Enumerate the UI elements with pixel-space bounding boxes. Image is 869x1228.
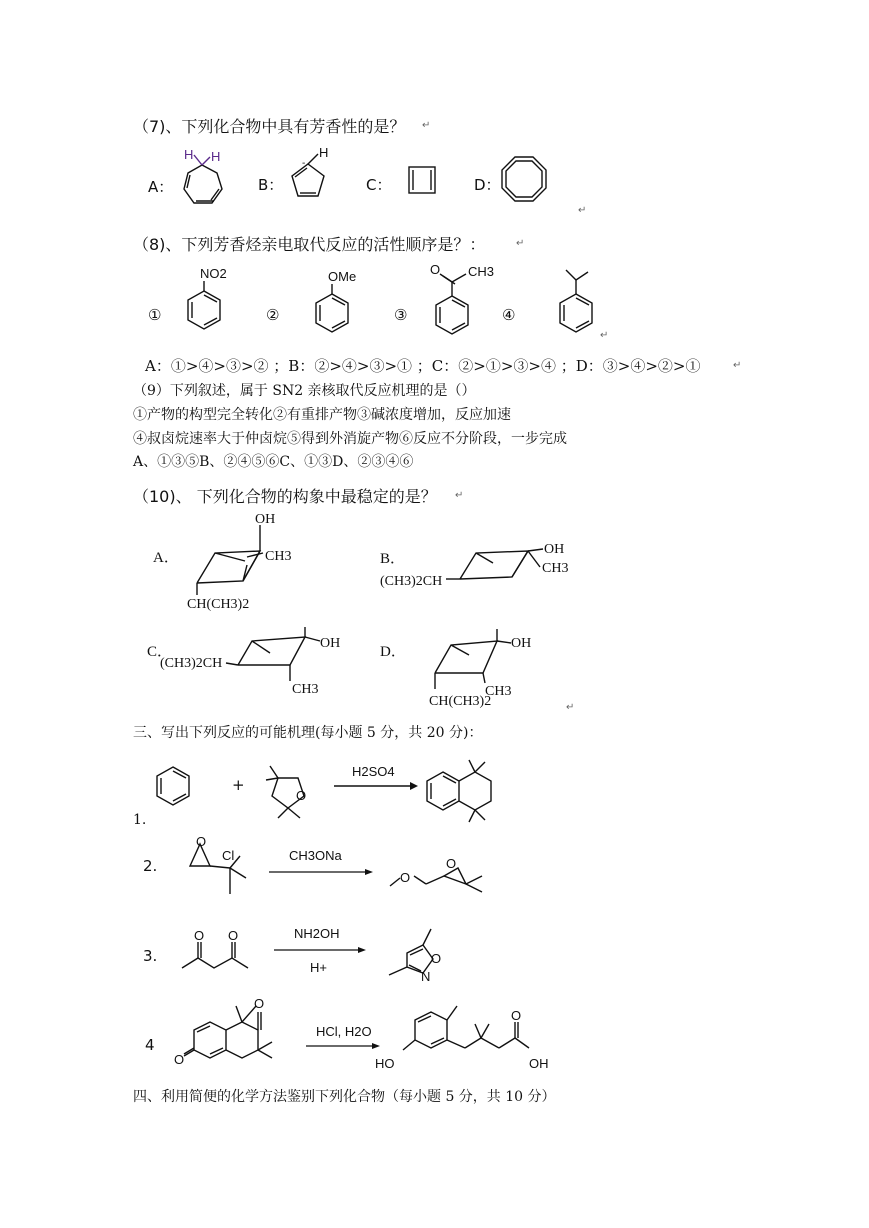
q10-option-c: C．	[147, 644, 173, 660]
svg-text:OH: OH	[320, 636, 341, 651]
svg-text:H: H	[319, 145, 329, 160]
svg-text:OH: OH	[255, 512, 276, 527]
q9-line-3: ④叔卤烷速率大于仲卤烷⑤得到外消旋产物⑥反应不分阶段，一步完成	[133, 431, 567, 447]
q8-label-3: ③	[394, 306, 408, 324]
q8-label-4: ④	[502, 306, 516, 324]
svg-text:(CH3)2CH: (CH3)2CH	[160, 656, 223, 671]
q8-label-2: ②	[266, 306, 280, 324]
q9-line-4: A、①③⑤B、②④⑤⑥C、①③D、②③④⑥	[133, 454, 414, 470]
svg-text:OMe: OMe	[328, 269, 357, 284]
svg-text:CH(CH3)2: CH(CH3)2	[187, 597, 250, 612]
cyclopentadiene-structure	[282, 144, 337, 204]
dimethylisoxazole-structure	[385, 915, 455, 985]
q10-option-b: B．	[380, 551, 406, 567]
svg-text:O: O	[228, 928, 239, 943]
svg-text:CH3: CH3	[265, 549, 292, 564]
section-4-heading: 四、利用简便的化学方法鉴别下列化合物（每小题 5 分，共 10 分）	[133, 1089, 556, 1105]
chair-conformation-b	[378, 535, 578, 595]
svg-text:HO: HO	[375, 1056, 395, 1071]
chair-conformation-a	[185, 505, 295, 620]
cycloheptatriene-structure	[180, 145, 235, 215]
h-label: H	[184, 147, 194, 162]
svg-text:CH3: CH3	[468, 264, 495, 279]
q8-label-1: ①	[148, 306, 162, 324]
tetramethyltetrahydrofuran-structure	[262, 760, 322, 820]
reaction-4-number: 4	[145, 1036, 155, 1054]
svg-text:CH3ONa: CH3ONa	[289, 848, 342, 863]
nitrobenzene-structure	[184, 265, 234, 335]
cumene-structure	[556, 262, 606, 342]
svg-text:NO2: NO2	[200, 266, 227, 281]
reaction-3-arrow	[270, 920, 375, 980]
section-3-heading: 三、写出下列反应的可能机理(每小题 5 分，共 20 分)：	[133, 725, 483, 741]
chloro-epoxide-structure	[182, 834, 252, 898]
q8-answer-choices: A：①>④>③>② ；B：②>④>③>① ；C：②>①>③>④ ；D：③>④>②>①	[145, 357, 701, 375]
q9-line-2: ①产物的构型完全转化②有重排产物③碱浓度增加，反应加速	[133, 407, 511, 423]
acetylacetone-structure	[178, 928, 258, 973]
q7-option-c: C：	[366, 176, 392, 194]
svg-text:O: O	[254, 996, 265, 1011]
svg-text:(CH3)2CH: (CH3)2CH	[380, 574, 443, 589]
svg-text:O: O	[400, 870, 411, 885]
phenolic-acid-structure	[375, 990, 565, 1080]
svg-text:N: N	[421, 969, 431, 984]
q7-title: （7)、下列化合物中具有芳香性的是？	[133, 117, 406, 136]
svg-text:O: O	[446, 856, 457, 871]
svg-text:H2SO4: H2SO4	[352, 764, 395, 779]
svg-text:Cl: Cl	[222, 848, 235, 863]
benzene-structure	[155, 765, 195, 807]
reaction-1-number: 1.	[133, 812, 147, 828]
bicyclic-dienone-structure	[172, 992, 302, 1072]
q10-title: （10)、 下列化合物的构象中最稳定的是？	[133, 487, 437, 506]
svg-text:O: O	[430, 262, 441, 277]
reaction-2-arrow	[265, 840, 380, 880]
q8-title: （8)、下列芳香烃亲电取代反应的活性顺序是？：	[133, 235, 486, 254]
svg-text:H+: H+	[310, 960, 327, 975]
chair-conformation-d	[425, 625, 565, 710]
svg-text:OH: OH	[511, 636, 532, 651]
svg-text:H: H	[211, 149, 221, 164]
reaction-2-number: 2.	[143, 857, 158, 875]
acetophenone-structure	[428, 260, 498, 340]
svg-text:CH3: CH3	[485, 684, 512, 699]
plus-sign: +	[232, 776, 245, 794]
svg-text:O: O	[174, 1052, 185, 1067]
svg-text:O: O	[296, 788, 307, 803]
svg-text:HCl, H2O: HCl, H2O	[316, 1024, 372, 1039]
svg-text:NH2OH: NH2OH	[294, 926, 340, 941]
q9-line-1: （9）下列叙述，属于 SN2 亲核取代反应机理的是（）	[133, 383, 476, 399]
anisole-structure	[312, 268, 362, 338]
svg-text:OH: OH	[529, 1056, 549, 1071]
methoxymethyl-epoxide-structure	[388, 848, 488, 898]
paragraph-mark-icon: ↵	[422, 120, 431, 131]
svg-text:O: O	[431, 951, 442, 966]
svg-text:CH(CH3)2: CH(CH3)2	[429, 694, 492, 709]
chair-conformation-c	[160, 625, 360, 700]
reaction-3-number: 3.	[143, 947, 158, 965]
tetramethyltetralin-structure	[425, 758, 505, 823]
reaction-1-arrow	[330, 760, 420, 800]
q7-option-d: D：	[474, 176, 501, 194]
svg-text:-: -	[302, 158, 306, 169]
svg-text:O: O	[196, 834, 207, 849]
svg-text:CH3: CH3	[292, 682, 319, 697]
cyclobutadiene-structure	[408, 166, 438, 196]
q7-option-a: A：	[148, 178, 174, 196]
q10-option-d: D．	[380, 644, 406, 660]
q10-option-a: A．	[153, 550, 179, 566]
svg-text:OH: OH	[544, 542, 565, 557]
cyclooctatetraene-structure	[500, 155, 550, 205]
svg-text:O: O	[194, 928, 205, 943]
svg-text:CH3: CH3	[542, 561, 569, 576]
svg-text:O: O	[511, 1008, 522, 1023]
q7-option-b: B：	[258, 176, 284, 194]
